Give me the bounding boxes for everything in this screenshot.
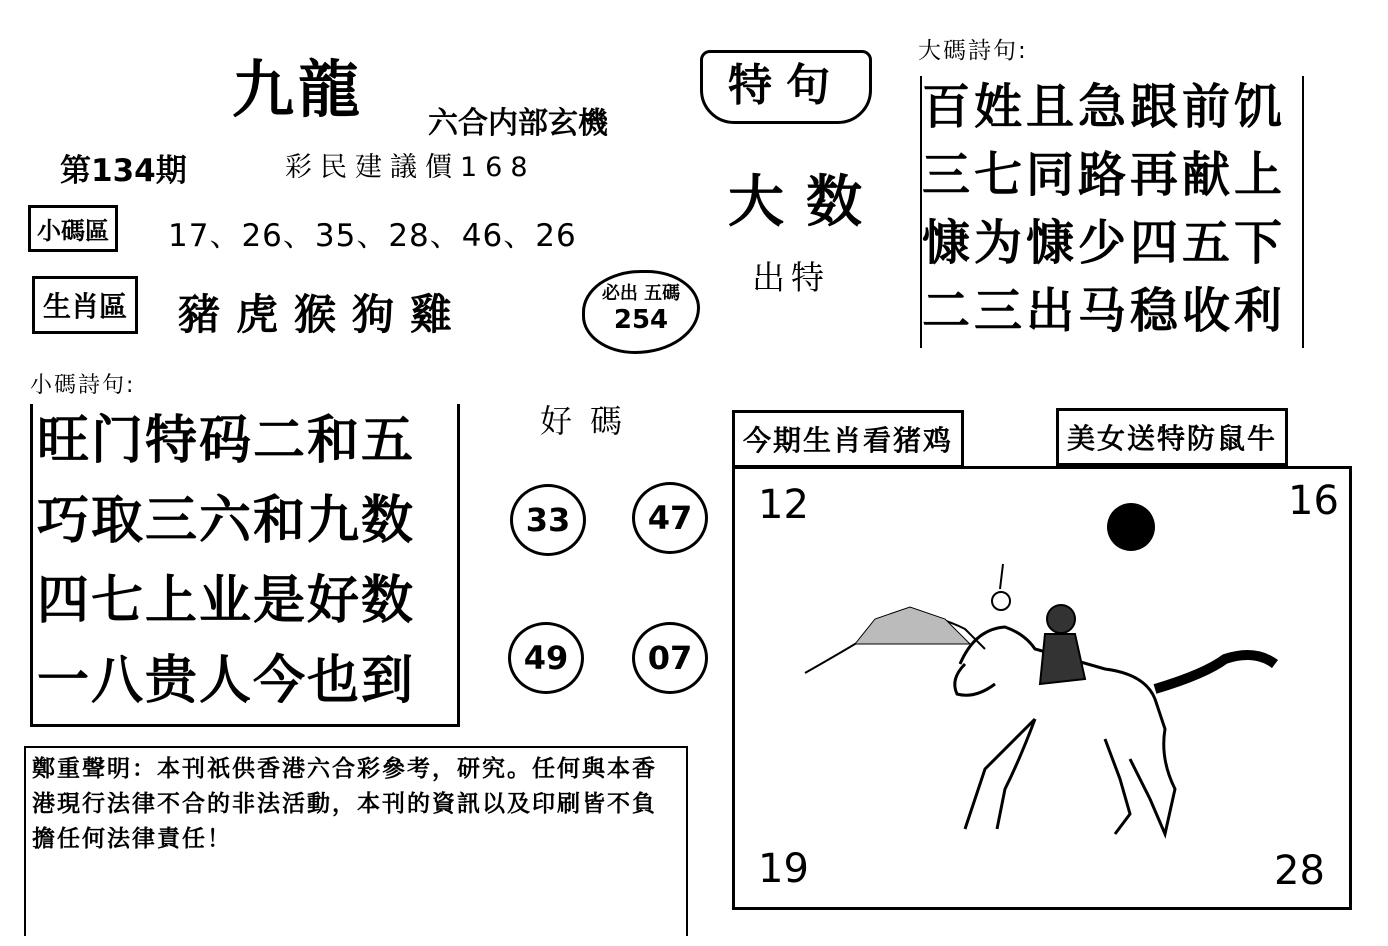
- corner-number-bottom-right: 28: [1274, 848, 1325, 894]
- horse-rider-illustration: [732, 466, 1352, 910]
- small-poem-line: 巧取三六和九数: [37, 491, 416, 551]
- small-poem-label: 小碼詩句:: [30, 373, 136, 398]
- zodiac-tip-box: 今期生肖看猪鸡: [732, 410, 964, 468]
- big-poem: [920, 76, 1304, 348]
- zodiac-values: 豬虎猴狗雞: [178, 290, 469, 339]
- zodiac-label: 生肖區: [32, 276, 138, 334]
- big-poem-line: 二三出马稳收利: [922, 283, 1287, 339]
- horse-shape: [955, 627, 1275, 834]
- small-code-numbers: 17、26、35、28、46、26: [168, 218, 577, 254]
- special-banner: 特句: [700, 50, 872, 124]
- big-number-text: 大数: [728, 170, 884, 235]
- five-code-stamp: [582, 270, 700, 354]
- corner-number-bottom-left: 19: [758, 846, 809, 892]
- big-poem-line: 慷为慷少四五下: [922, 215, 1287, 271]
- horse-rider-drawing: [735, 469, 1349, 907]
- stamp-label: 必出 五碼: [601, 283, 681, 304]
- moon-icon: [1107, 503, 1155, 551]
- issue-number: 第134期: [60, 153, 187, 189]
- big-poem-line: 三七同路再献上: [922, 147, 1287, 203]
- good-number-circle: 47: [632, 482, 708, 554]
- small-poem-line: 一八贵人今也到: [37, 651, 416, 711]
- good-number-circle: 49: [508, 622, 584, 694]
- special-out-text: 出特: [752, 258, 830, 297]
- price-note: 彩民建議價168: [285, 152, 536, 183]
- small-poem-line: 四七上业是好数: [37, 571, 416, 631]
- legal-disclaimer: 鄭重聲明：本刊祇供香港六合彩參考，研究。任何與本香港現行法律不合的非法活動，本刊的資訊以及印刷皆不負擔任何法律責任！: [24, 746, 688, 936]
- big-poem-line: 百姓且急跟前饥: [922, 79, 1287, 135]
- good-number-circle: 33: [510, 484, 586, 556]
- small-code-label: 小碼區: [28, 205, 118, 252]
- corner-number-top-right: 16: [1288, 478, 1339, 524]
- good-number-circle: 07: [632, 622, 708, 694]
- rider-shape: [992, 564, 1085, 684]
- small-poem: [30, 404, 460, 727]
- publication-subtitle: 六合内部玄機: [428, 106, 608, 141]
- stamp-number: 254: [613, 305, 669, 335]
- special-tip-box: 美女送特防鼠牛: [1056, 408, 1288, 466]
- hill-shape: [855, 607, 970, 644]
- corner-number-top-left: 12: [758, 482, 809, 528]
- publication-title: 九龍: [232, 53, 365, 126]
- small-poem-line: 旺门特码二和五: [37, 411, 416, 471]
- big-poem-label: 大碼詩句:: [918, 38, 1028, 64]
- good-numbers-label: 好碼: [540, 402, 641, 440]
